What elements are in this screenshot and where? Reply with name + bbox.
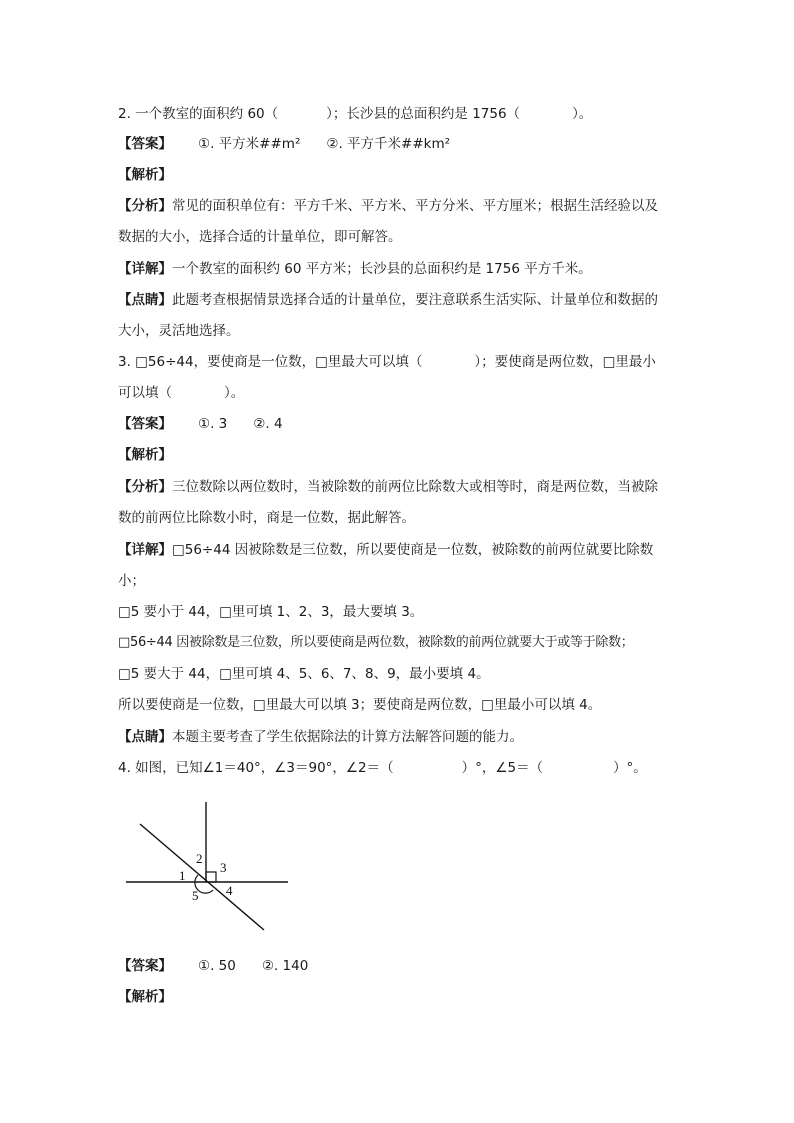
q3-fenxi-text1: 三位数除以两位数时，当被除数的前两位比除数大或相等时，商是两位数，当被除	[172, 479, 658, 495]
q4-analysis-heading	[118, 987, 172, 1007]
answer-label: 【答案】	[118, 416, 172, 432]
q3-stem-line1	[118, 352, 656, 372]
q4-stem-part2: ）°，∠5＝（	[461, 760, 544, 776]
q2-fenxi-line2: 数据的大小，选择合适的计量单位，即可解答。	[118, 229, 402, 245]
angle-label-5: 5	[192, 888, 199, 903]
q4-stem-part3: ）°。	[613, 760, 647, 776]
q2-answer	[118, 134, 450, 154]
q3-stem-part3: 可以填（	[118, 385, 172, 401]
q3-answer-1: ①. 3	[198, 416, 228, 432]
diagonal-line	[140, 824, 264, 930]
q3-xiangjie-line2: 小；	[118, 573, 145, 589]
xiangjie-label: 【详解】	[118, 542, 172, 558]
q3-answer	[118, 414, 283, 434]
q4-stem	[118, 758, 647, 778]
q4-answer-2: ②. 140	[261, 958, 309, 974]
q3-analysis-heading	[118, 445, 172, 465]
analysis-label: 【解析】	[118, 167, 172, 183]
q3-dianjing	[118, 727, 523, 747]
q2-dianjing-line1	[118, 290, 658, 310]
analysis-label: 【解析】	[118, 989, 172, 1005]
angle-figure	[118, 800, 298, 940]
q2-analysis-heading	[118, 165, 172, 185]
q2-stem	[118, 104, 592, 124]
angle-label-1: 1	[179, 868, 186, 883]
q3-fenxi-line2: 数的前两位比除数小时，商是一位数，据此解答。	[118, 510, 415, 526]
q3-xiangjie-line5: □5 要大于 44，□里可填 4、5、6、7、8、9，最小要填 4。	[118, 666, 490, 682]
right-angle-mark	[206, 872, 216, 882]
q2-stem-part2: ）；长沙县的总面积约是 1756（	[326, 106, 521, 122]
analysis-label: 【解析】	[118, 447, 172, 463]
q2-stem-part3: ）。	[572, 106, 593, 122]
q2-xiangjie-text: 一个教室的面积约 60 平方米；长沙县的总面积约是 1756 平方千米。	[172, 261, 592, 277]
q3-dianjing-text: 本题主要考查了学生依据除法的计算方法解答问题的能力。	[172, 729, 523, 745]
fenxi-label: 【分析】	[118, 479, 172, 495]
q2-stem-part1: 2. 一个教室的面积约 60（	[118, 106, 279, 122]
angle-label-4: 4	[226, 883, 233, 898]
q3-xiangjie-line6: 所以要使商是一位数，□里最大可以填 3；要使商是两位数，□里最小可以填 4。	[118, 697, 602, 713]
q3-stem-part1: 3. □56÷44，要使商是一位数，□里最大可以填（	[118, 354, 423, 370]
q3-xiangjie-line4: □56÷44 因被除数是三位数，所以要使商是两位数，被除数的前两位就要大于或等于除数；	[118, 635, 634, 650]
q3-xiangjie-line1	[118, 540, 653, 560]
fenxi-label: 【分析】	[118, 198, 172, 214]
q3-stem-line2	[118, 383, 244, 403]
q2-xiangjie	[118, 259, 592, 279]
answer-label: 【答案】	[118, 958, 172, 974]
angle-label-3: 3	[220, 860, 227, 875]
q4-answer-1: ①. 50	[198, 958, 236, 974]
q2-fenxi-text1: 常见的面积单位有：平方千米、平方米、平方分米、平方厘米；根据生活经验以及	[172, 198, 658, 214]
xiangjie-label: 【详解】	[118, 261, 172, 277]
q2-answer-2: ②. 平方千米##km²	[326, 136, 451, 152]
dianjing-label: 【点睛】	[118, 292, 172, 308]
angle-label-2: 2	[196, 851, 203, 866]
q3-stem-part2: ）；要使商是两位数，□里最小	[474, 354, 656, 370]
q2-dianjing-line2: 大小，灵活地选择。	[118, 323, 240, 339]
q2-dianjing-text1: 此题考查根据情景选择合适的计量单位，要注意联系生活实际、计量单位和数据的	[172, 292, 658, 308]
q2-answer-1: ①. 平方米##m²	[198, 136, 301, 152]
q4-stem-part1: 4. 如图，已知∠1＝40°，∠3＝90°，∠2＝（	[118, 760, 394, 776]
q4-answer	[118, 956, 308, 976]
dianjing-label: 【点睛】	[118, 729, 172, 745]
q3-xiangjie-text1: □56÷44 因被除数是三位数，所以要使商是一位数，被除数的前两位就要比除数	[172, 542, 654, 558]
q3-stem-part4: ）。	[224, 385, 245, 401]
q3-answer-2: ②. 4	[253, 416, 283, 432]
q3-fenxi-line1	[118, 477, 658, 497]
q2-fenxi-line1	[118, 196, 658, 216]
answer-label: 【答案】	[118, 136, 172, 152]
q3-xiangjie-line3: □5 要小于 44，□里可填 1、2、3，最大要填 3。	[118, 604, 424, 620]
